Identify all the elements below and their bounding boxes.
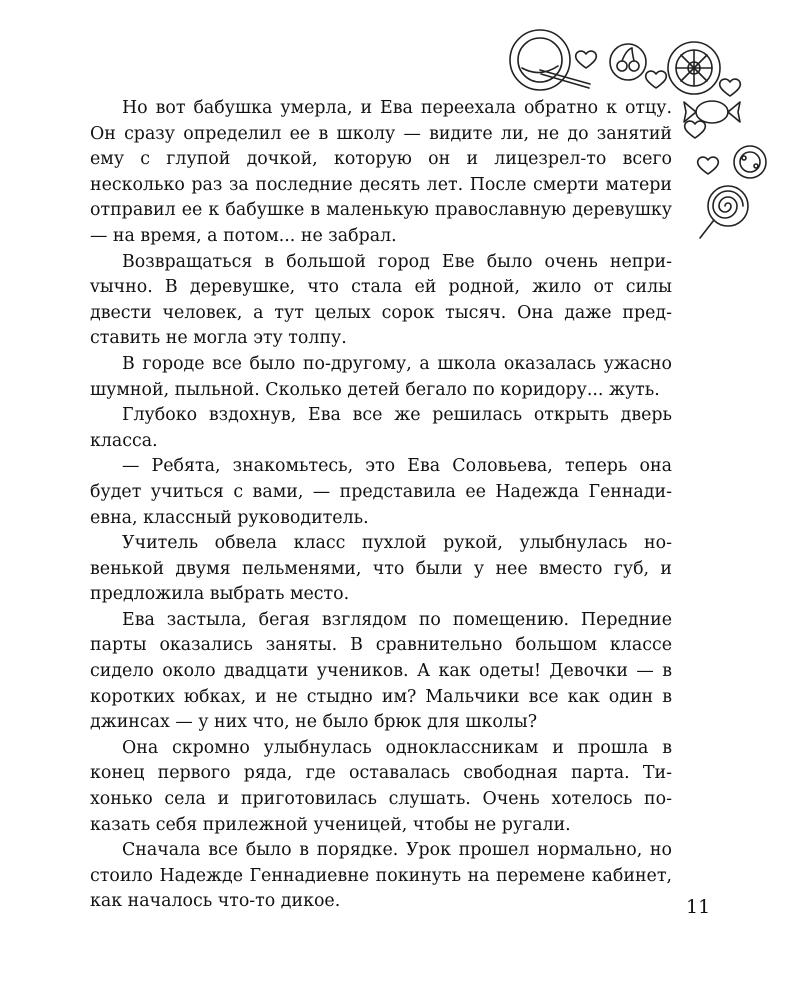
cherry-icon <box>610 44 646 80</box>
heart-icon <box>646 71 667 88</box>
heart-icon <box>576 51 597 68</box>
paragraph: В городе все было по-другому, а школа оказалась ужасно шумной, пыльной. Сколько детей бегало по коридору... жуть. <box>90 353 672 400</box>
cookie-icon <box>668 42 720 94</box>
paragraph: Глубоко вздохнув, Ева все же решилась открыть дверь класса. <box>90 405 672 451</box>
heart-icon <box>685 121 706 138</box>
body-text <box>90 96 672 915</box>
candy-icon <box>684 101 740 123</box>
paragraph: — Ребята, знакомьтесь, это Ева Соловьева, теперь она будет учиться с вами, — представила ее Надежда Геннадиевна, классный руководитель. <box>90 456 672 528</box>
page-number: 11 <box>686 896 711 918</box>
paragraph: Учитель обвела класс пухлой рукой, улыбнулась новенькой двумя пельменями, что были у нее вместо губ, и предложила выбрать место. <box>90 533 672 605</box>
paragraph: Ева застыла, бегая взглядом по помещению. Передние парты оказались заняты. В сравнительно большом классе сидело около двадцати учеников. А как одеты! Девочки — в коротких юбках, и не стыдно им? Мальчики все как один в джинсах — у них что, не было брюк для школы? <box>90 609 672 733</box>
paragraph: Но вот бабушка умерла, и Ева переехала обратно к отцу. Он сразу определил ее в школу — видите ли, не до занятий ему с глупой дочкой, которую он и лицезрел-то всего несколько раз за последние десять лет. После смерти матери отправил ее к бабушке в маленькую православную деревушку — на время, а потом... не забрал. <box>90 98 672 246</box>
paragraph: Сначала все было в порядке. Урок прошел нормально, но стоило Надежде Геннадиевне покинуть на перемене кабинет, как началось что-то дикое. <box>90 840 672 912</box>
lollipop-icon <box>510 30 590 90</box>
heart-icon <box>698 157 719 174</box>
round-candy-icon <box>734 146 766 178</box>
paragraph: Возвращаться в большой город Еве было очень неприvычно. В деревушке, что стала ей родной, жило от силы двести человек, а тут целых сорок тысяч. Она даже представить не могла эту толпу. <box>90 251 672 349</box>
swirl-lollipop-icon <box>700 186 748 238</box>
paragraph: Она скромно улыбнулась одноклассникам и прошла в конец первого ряда, где оставалась свободная парта. Тихонько села и приготовилась слушать. Очень хотелось показать себя прилежной ученицей, чтобы не ругали. <box>90 737 672 835</box>
heart-icon <box>720 79 741 96</box>
